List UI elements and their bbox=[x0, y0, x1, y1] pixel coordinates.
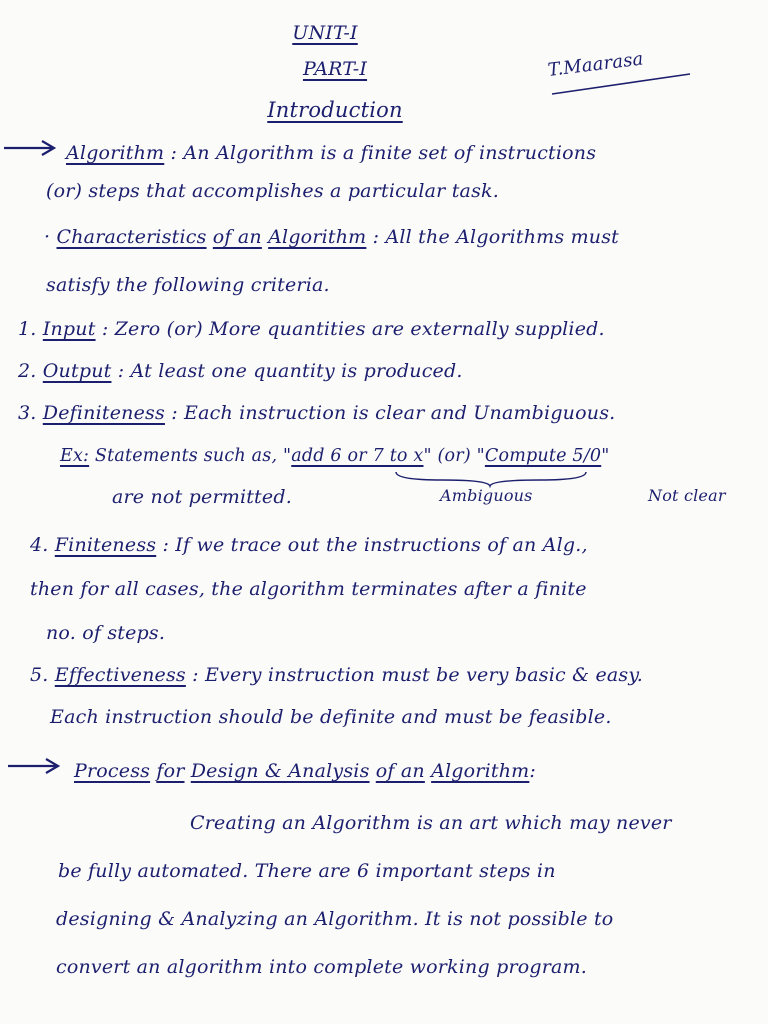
example-text: " bbox=[601, 446, 610, 466]
criteria-number: 2. bbox=[18, 360, 37, 382]
criteria-finiteness bbox=[30, 534, 588, 556]
process-line-4: convert an algorithm into complete working program. bbox=[56, 956, 588, 978]
criteria-number: 5. bbox=[30, 664, 49, 686]
definition-text: : An Algorithm is a finite set of instructions bbox=[170, 142, 597, 164]
characteristics-line-2: satisfy the following criteria. bbox=[46, 274, 330, 296]
process-heading-part: Process bbox=[74, 760, 151, 782]
criteria-term: Finiteness bbox=[54, 534, 157, 556]
criteria-effectiveness bbox=[30, 664, 643, 686]
definition-term: Algorithm bbox=[66, 142, 165, 164]
annotation-not-clear: Not clear bbox=[648, 486, 726, 505]
criteria-term: Definiteness bbox=[42, 402, 165, 424]
process-heading-part: Design & Analysis bbox=[190, 760, 370, 782]
criteria-definiteness bbox=[18, 402, 615, 424]
characteristics-heading-2: of an bbox=[212, 226, 262, 248]
characteristics-text: : All the Algorithms must bbox=[372, 226, 620, 248]
arrow-icon bbox=[6, 756, 66, 776]
criteria-output bbox=[18, 360, 463, 382]
characteristics-line-1 bbox=[44, 226, 619, 248]
author-name: T.Maarasa bbox=[546, 48, 645, 81]
characteristics-heading-3: Algorithm bbox=[268, 226, 367, 248]
process-line-1: Creating an Algorithm is an art which may never bbox=[190, 812, 672, 834]
unit-heading: UNIT-I bbox=[292, 22, 358, 44]
example-line-2: are not permitted. bbox=[112, 486, 292, 508]
process-heading-part: for bbox=[156, 760, 185, 782]
process-line-2: be fully automated. There are 6 important steps in bbox=[58, 860, 556, 882]
arrow-icon bbox=[2, 138, 62, 158]
criteria-text: : Zero (or) More quantities are externally supplied. bbox=[101, 318, 605, 340]
criteria-text: : Every instruction must be very basic & easy. bbox=[192, 664, 644, 686]
process-heading-part: Algorithm bbox=[431, 760, 530, 782]
criteria-input bbox=[18, 318, 605, 340]
criteria-text: : If we trace out the instructions of an Alg., bbox=[162, 534, 588, 556]
criteria-number: 4. bbox=[30, 534, 49, 556]
finiteness-line-3: no. of steps. bbox=[46, 622, 166, 644]
criteria-number: 3. bbox=[18, 402, 37, 424]
finiteness-line-2: then for all cases, the algorithm terminates after a finite bbox=[30, 578, 587, 600]
criteria-term: Output bbox=[42, 360, 112, 382]
bullet: · bbox=[44, 226, 51, 248]
author-underline bbox=[548, 58, 698, 98]
effectiveness-line-2: Each instruction should be definite and must be feasible. bbox=[50, 706, 612, 728]
criteria-term: Effectiveness bbox=[54, 664, 186, 686]
process-line-3: designing & Analyzing an Algorithm. It is not possible to bbox=[56, 908, 614, 930]
example-text: Statements such as, " bbox=[94, 446, 292, 466]
criteria-term: Input bbox=[42, 318, 96, 340]
annotation-ambiguous: Ambiguous bbox=[440, 486, 533, 505]
example-text: " (or) " bbox=[423, 446, 485, 466]
criteria-text: : At least one quantity is produced. bbox=[117, 360, 463, 382]
process-heading-part: : bbox=[529, 760, 536, 782]
example-phrase-1: add 6 or 7 to x bbox=[291, 446, 424, 466]
brace-ambiguous bbox=[392, 468, 592, 488]
definition-line-1 bbox=[66, 142, 596, 164]
example-label: Ex: bbox=[60, 446, 90, 466]
definition-line-2: (or) steps that accomplishes a particular task. bbox=[46, 180, 499, 202]
part-heading: PART-I bbox=[302, 58, 368, 80]
process-heading-part: of an bbox=[375, 760, 425, 782]
criteria-number: 1. bbox=[18, 318, 37, 340]
page-title: Introduction bbox=[267, 98, 403, 122]
example-line-1 bbox=[60, 446, 609, 466]
characteristics-heading-1: Characteristics bbox=[56, 226, 207, 248]
example-phrase-2: Compute 5/0 bbox=[484, 446, 602, 466]
process-heading bbox=[74, 760, 536, 782]
criteria-text: : Each instruction is clear and Unambiguous. bbox=[171, 402, 616, 424]
